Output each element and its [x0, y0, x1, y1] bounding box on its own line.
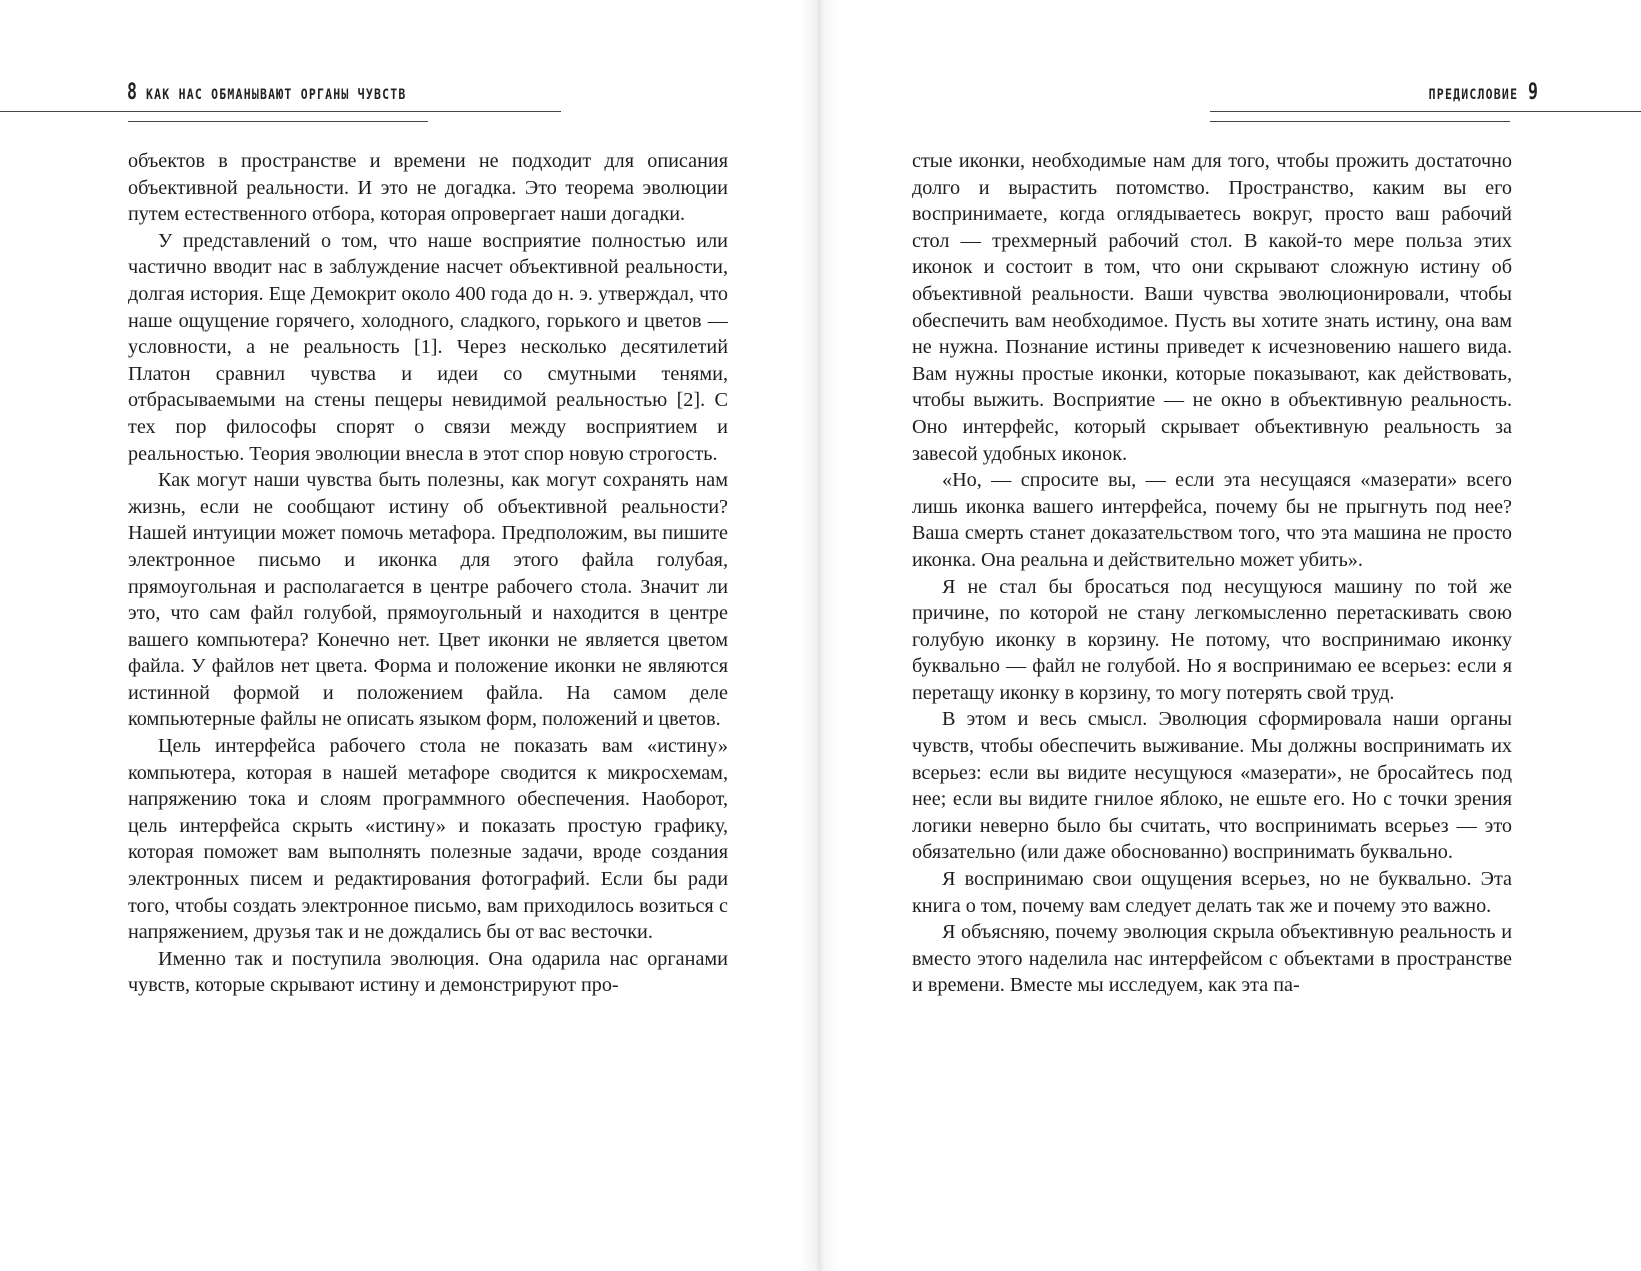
left-paragraph: объектов в пространстве и времени не подходит для описания объективной реальности. И это не догадка. Это теорема эволюции путем естественного отбора, которая опровергает наши догадки. — [128, 150, 728, 226]
left-body-text — [128, 148, 728, 999]
right-running-head — [1409, 80, 1541, 105]
right-paragraph: В этом и весь смысл. Эволюция сформировала наши органы чувств, чтобы обеспечить выживание. Мы должны воспринимать их всерьез: если вы видите несущуюся «мазерати», не бросайтесь под нее; если вы видите гнилое яблоко, не ешьте его. Но с точки зрения логики неверно было бы считать, что воспринимать всерьез — это обязательно (или даже обоснованно) воспринимать буквально. — [912, 708, 1512, 864]
right-paragraph: «Но, — спросите вы, — если эта несущаяся «мазерати» всего лишь иконка вашего интерфейса, почему бы не прыгнуть под нее? Ваша смерть станет доказательством того, что эта машина не просто иконка. Она реальна и действительно может убить». — [912, 469, 1512, 571]
left-header-rule-short — [128, 121, 428, 122]
right-page-number: 9 — [1527, 80, 1538, 105]
left-paragraph: У представлений о том, что наше восприятие полностью или частично вводит нас в заблуждение насчет объективной реальности, долгая история. Еще Демокрит около 400 года до н. э. утверждал, что наше ощущение горячего, холодного, сладкого, горького и цветов — условности, а не реальность [1]. Через несколько десятилетий Платон сравнил чувства и идеи со смутными тенями, отбрасываемыми на стены пещеры невидимой реальностью [2]. С тех пор философы спорят о связи между восприятием и реальностью. Теория эволюции внесла в этот спор новую строгость. — [128, 229, 728, 465]
right-header-rule-short — [1210, 121, 1510, 122]
left-header-rule — [0, 111, 561, 112]
left-paragraph: Именно так и поступила эволюция. Она одарила нас органами чувств, которые скрывают истину и демонстрируют про- — [128, 947, 728, 997]
left-page — [0, 0, 818, 1271]
left-running-head — [127, 80, 464, 105]
right-header-rule — [1210, 111, 1641, 112]
right-running-title: ПРЕДИСЛОВИЕ — [1428, 87, 1518, 103]
right-body-text — [912, 148, 1512, 999]
left-paragraph: Как могут наши чувства быть полезны, как могут сохранять нам жизнь, если не сообщают истину об объективной реальности? Нашей интуиции может помочь метафора. Предположим, вы пишите электронное письмо и иконка для этого файла голубая, прямоугольная и располагается в центре рабочего стола. Значит ли это, что сам файл голубой, прямоугольный и находится в центре вашего компьютера? Конечно нет. Цвет иконки не является цветом файла. У файлов нет цвета. Форма и положение иконки не являются истинной формой и положением файла. На самом деле компьютерные файлы не описать языком форм, положений и цветов. — [128, 469, 728, 731]
right-paragraph: стые иконки, необходимые нам для того, чтобы прожить достаточно долго и вырастить потомство. Пространство, каким вы его воспринимаете, когда оглядываетесь вокруг, просто ваш рабочий стол — трехмерный рабочий стол. В какой-то мере польза этих иконок и состоит в том, что они скрывают сложную истину об объективной реальности. Ваши чувства эволюционировали, чтобы обеспечить вам необходимое. Пусть вы хотите знать истину, она вам не нужна. Познание истины приведет к исчезновению нашего вида. Вам нужны простые иконки, которые показывают, как действовать, чтобы выжить. Восприятие — не окно в объективную реальность. Оно интерфейс, который скрывает объективную реальность за завесой удобных иконок. — [912, 150, 1512, 465]
left-page-number: 8 — [127, 80, 137, 105]
right-paragraph: Я воспринимаю свои ощущения всерьез, но не буквально. Эта книга о том, почему вам следует делать так же и почему это важно. — [912, 868, 1512, 917]
left-running-title: КАК НАС ОБМАНЫВАЮТ ОРГАНЫ ЧУВСТВ — [146, 87, 407, 103]
right-paragraph: Я объясняю, почему эволюция скрыла объективную реальность и вместо этого наделила нас интерфейсом с объектами в пространстве и времени. Вместе мы исследуем, как эта па- — [912, 921, 1512, 997]
right-paragraph: Я не стал бы бросаться под несущуюся машину по той же причине, по которой не стану легкомысленно перетаскивать свою голубую иконку в корзину. Не потому, что воспринимаю иконку буквально — файл не голубой. Но я воспринимаю ее всерьез: если я перетащу иконку в корзину, то могу потерять свой труд. — [912, 575, 1512, 704]
left-paragraph: Цель интерфейса рабочего стола не показать вам «истину» компьютера, которая в нашей метафоре сводится к микросхемам, напряжению тока и слоям программного обеспечения. Наоборот, цель интерфейса скрыть «истину» и показать простую графику, которая поможет вам выполнять полезные задачи, вроде создания электронных писем и редактирования фотографий. Если бы ради того, чтобы создать электронное письмо, вам приходилось возиться с напряжением, друзья так и не дождались бы от вас весточки. — [128, 735, 728, 944]
